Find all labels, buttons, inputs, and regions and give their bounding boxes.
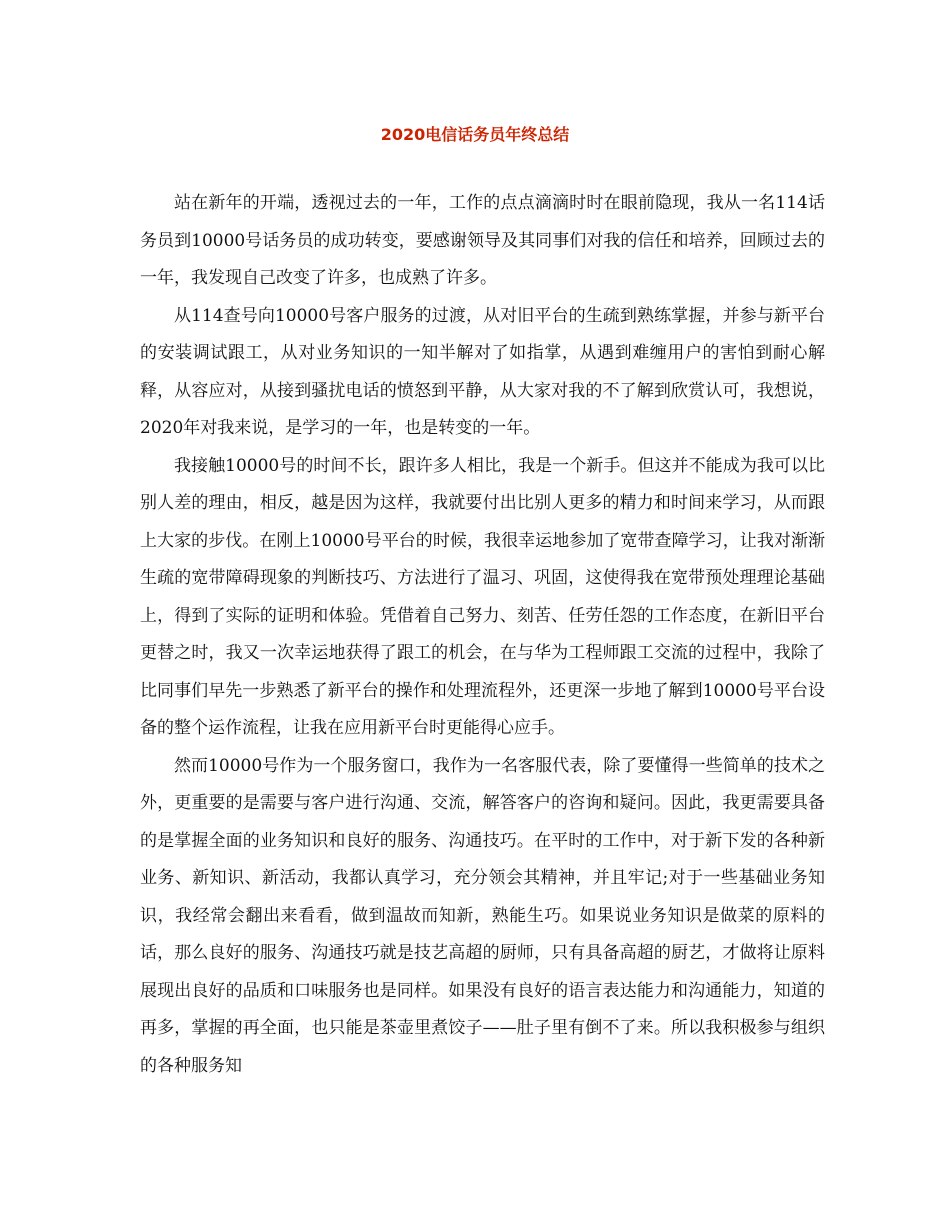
paragraph-3: 我接触10000号的时间不长，跟许多人相比，我是一个新手。但这并不能成为我可以比别人差的理由，相反，越是因为这样，我就要付出比别人更多的精力和时间来学习，从而跟上大家的步伐。在刚上10000号平台的时候，我很幸运地参加了宽带查障学习，让我对渐渐生疏的宽带障碍现象的判断技巧、方法进行了温习、巩固，这使得我在宽带预处理理论基础上，得到了实际的证明和体验。凭借着自己努力、刻苦、任劳任怨的工作态度，在新旧平台更替之时，我又一次幸运地获得了跟工的机会，在与华为工程师跟工交流的过程中，我除了比同事们早先一步熟悉了新平台的操作和处理流程外，还更深一步地了解到10000号平台设备的整个运作流程，让我在应用新平台时更能得心应手。 — [140, 455, 825, 738]
document-title: 2020电信话务员年终总结 — [380, 125, 570, 144]
document-body — [140, 185, 825, 1085]
paragraph-4: 然而10000号作为一个服务窗口，我作为一名客服代表，除了要懂得一些简单的技术之外，更重要的是需要与客户进行沟通、交流，解答客户的咨询和疑问。因此，我更需要具备的是掌握全面的业务知识和良好的服务、沟通技巧。在平时的工作中，对于新下发的各种新业务、新知识、新活动，我都认真学习，充分领会其精神，并且牢记;对于一些基础业务知识，我经常会翻出来看看，做到温故而知新，熟能生巧。如果说业务知识是做菜的原料的话，那么良好的服务、沟通技巧就是技艺高超的厨师，只有具备高超的厨艺，才做将让原料展现出良好的品质和口味服务也是同样。如果没有良好的语言表达能力和沟通能力，知道的再多，掌握的再全面，也只能是茶壶里煮饺子——肚子里有倒不了来。所以我积极参与组织的各种服务知 — [140, 755, 825, 1076]
paragraph-1: 站在新年的开端，透视过去的一年，工作的点点滴滴时时在眼前隐现，我从一名114话务员到10000号话务员的成功转变，要感谢领导及其同事们对我的信任和培养，回顾过去的一年，我发现自己改变了许多，也成熟了许多。 — [140, 193, 825, 288]
paragraph-2: 从114查号向10000号客户服务的过渡，从对旧平台的生疏到熟练掌握，并参与新平台的安装调试跟工，从对业务知识的一知半解对了如指掌，从遇到难缠用户的害怕到耐心解释，从容应对，从接到骚扰电话的愤怒到平静，从大家对我的不了解到欣赏认可，我想说，2020年对我来说，是学习的一年，也是转变的一年。 — [140, 305, 825, 438]
